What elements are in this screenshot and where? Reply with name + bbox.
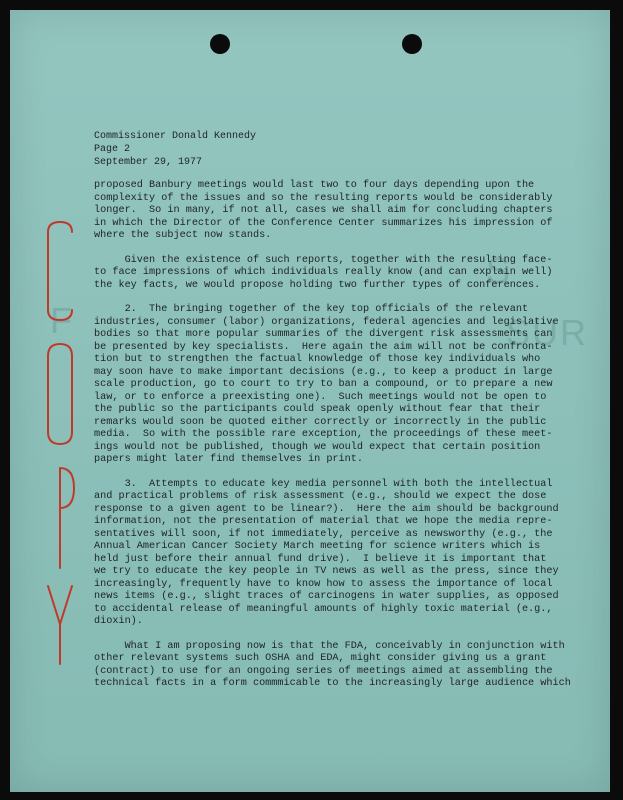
paragraph: What I am proposing now is that the FDA, conceivably in conjunction with other relevant systems such OSHA and EDA, might consider giving us a grant (contract) to use for an ongoing series of meetings aimed at assembling the technical facts in a form commmicable to the increasingly large audience which <box>94 640 571 689</box>
stamp-letter-y <box>48 586 72 664</box>
punch-hole-right <box>402 34 422 54</box>
header-date: September 29, 1977 <box>94 157 203 168</box>
stamp-letter-c <box>48 222 72 320</box>
paragraph: 2. The bringing together of the key top officials of the relevant industries, consumer (labor) organizations, federal agencies and legislative bodies so that more popular summaries of the divergent risk assessments can be presented by key specialists. Here again the aim will not be confronta- tion but to strengthen the factual knowledge of those key individuals who may soon have to make important decisions (e.g., to keep a product in large scale production, go to court to try to ban a compound, or to prepare a new law, or to enforce a preexisting one). Such meetings would not be open to the public so the participants could speak openly without fear that their remarks would soon be quoted either correctly or incorrectly in the public media. So with the possible rare exception, the proceedings of these meet- ings would not be published, though we would expect that certain position papers might later find themselves in print. <box>94 304 559 465</box>
punch-hole-left <box>210 34 230 54</box>
paragraph: 3. Attempts to educate key media personnel with both the intellectual and practical problems of risk assessment (e.g., should we expect the dose response to a given agent to be linear?). Here the aim should be background information, not the presentation of material that we hope the media repre- sentatives will soon, if not immediately, perceive as newsworthy (e.g., the Annual American Cancer Society March meeting for science writers which is held just before their annual fund drive). I believe it is important that we try to educate the key people in TV news as well as the press, since they increasingly, frequently have to know how to assess the importance of local news items (e.g., slight traces of carcinogens in water supplies, as opposed to accidental release of meaningful amounts of highly toxic material (e.g., dioxin). <box>94 478 559 627</box>
copy-stamp-graphic <box>38 218 82 666</box>
letter-body <box>94 180 571 703</box>
bleed-through-mark: F <box>50 300 74 341</box>
paragraph: Given the existence of such reports, together with the resulting face- to face impressions of which individuals really know (and can explain well) the key facts, we would propose holding two further types of conferences. <box>94 254 553 291</box>
paragraph: proposed Banbury meetings would last two to four days depending upon the complexity of the issues and so the resulting reports would be considerably longer. So in many, if not all, cases we shall aim for concluding chapters in which the Director of the Conference Center summarizes his impression of where the subject now stands. <box>94 180 553 241</box>
copy-stamp <box>38 218 82 666</box>
header-recipient: Commissioner Donald Kennedy <box>94 131 257 142</box>
bleed-through-mark: SUR <box>506 312 589 353</box>
bleed-through-mark: S <box>486 250 513 291</box>
stamp-letter-p <box>60 468 74 568</box>
stamp-letter-o <box>48 344 72 444</box>
document-page <box>10 10 610 792</box>
letter-header <box>94 130 256 169</box>
header-page: Page 2 <box>94 144 131 155</box>
